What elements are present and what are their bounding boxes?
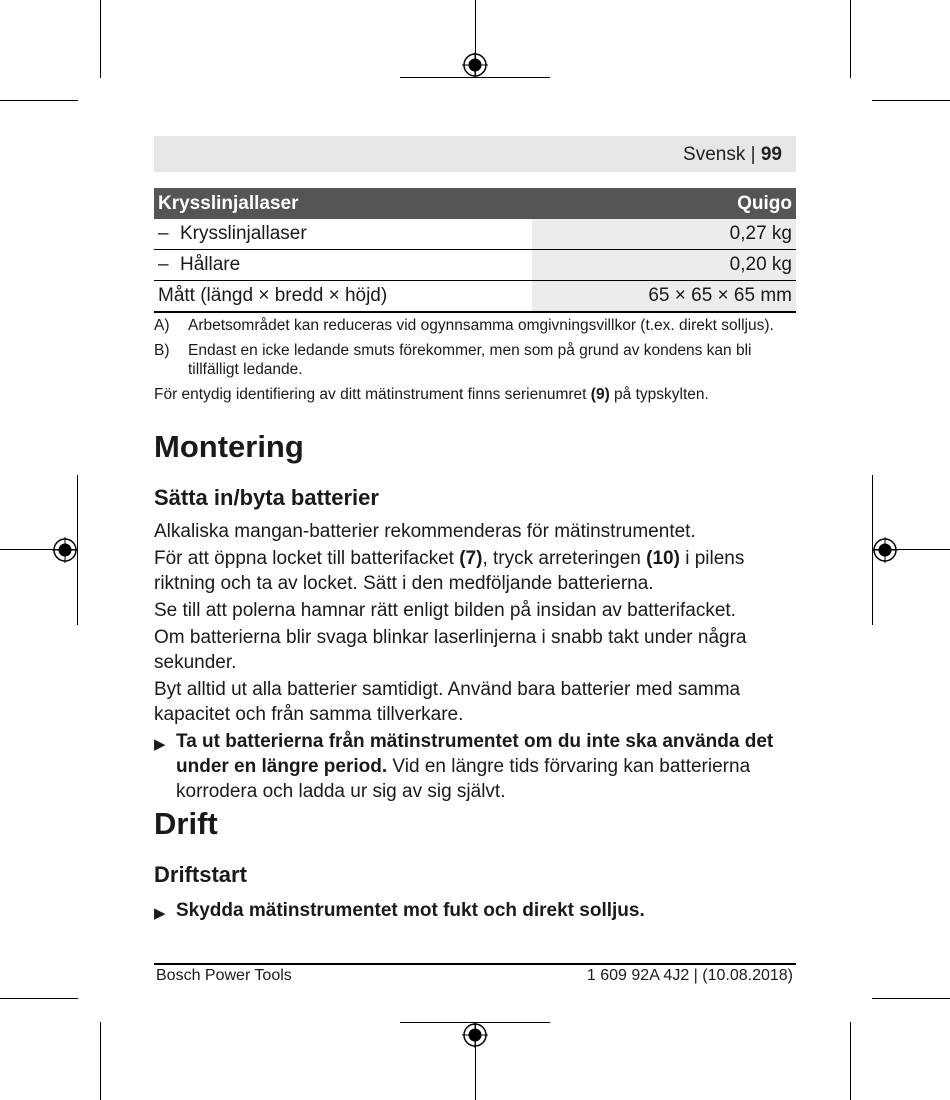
montering-body	[154, 519, 796, 804]
table-row	[154, 250, 796, 281]
page-header	[154, 136, 796, 172]
paragraph: Se till att polerna hamnar rätt enligt bilden på insidan av batterifacket.	[154, 600, 736, 621]
section-title-drift: Drift	[154, 806, 218, 841]
registration-mark-icon	[462, 52, 488, 78]
header-separator: |	[750, 144, 756, 165]
footer-doc-id: 1 609 92A 4J2 | (10.08.2018)	[586, 967, 793, 984]
footnote-text: Endast en icke ledande smuts förekommer, men som på grund av kondens kan bli tillfälligt ledande.	[188, 342, 752, 378]
crop-mark	[100, 0, 101, 78]
spec-row-value: 0,27 kg	[532, 219, 796, 249]
serial-note-after: på typskylten.	[609, 386, 709, 403]
bullet-bold: Ta ut batterierna från mätinstrumentet om du inte ska använda det under en längre period.	[176, 731, 774, 777]
ref-latch: (10)	[646, 548, 680, 569]
table-row	[154, 219, 796, 250]
spec-row-label	[154, 219, 532, 249]
paragraph	[154, 546, 796, 596]
paragraph: Om batterierna blir svaga blinkar laserlinjerna i snabb takt under några sekunder.	[154, 627, 747, 673]
serial-note-before: För entydig identifiering av ditt mätinstrument finns serienumret	[154, 386, 591, 403]
paragraph: Alkaliska mangan-batterier rekommenderas för mätinstrumentet.	[154, 521, 696, 542]
spec-row-value: 65 × 65 × 65 mm	[532, 281, 796, 311]
spec-row-value: 0,20 kg	[532, 250, 796, 280]
crop-mark	[0, 998, 78, 999]
spec-row-label-text: Hållare	[180, 254, 241, 275]
paragraph-text: i pilens riktning och ta av locket. Sätt i den medföljande batterierna.	[154, 548, 745, 594]
footnote	[154, 341, 796, 379]
crop-mark	[872, 100, 950, 101]
crop-mark	[872, 998, 950, 999]
spec-row-dash: –	[158, 254, 169, 275]
footnote-key: A)	[154, 317, 170, 334]
subsection-title-batterier: Sätta in/byta batterier	[154, 485, 379, 510]
registration-mark-icon	[462, 1022, 488, 1048]
serial-note	[154, 385, 796, 404]
page-number: 99	[760, 144, 782, 165]
spec-row-label-text: Krysslinjallaser	[180, 223, 307, 244]
ref-battery-cover: (7)	[459, 548, 483, 569]
header-language: Svensk	[683, 144, 746, 165]
footer-divider	[154, 963, 796, 965]
crop-mark	[100, 1022, 101, 1100]
section-title-montering: Montering	[154, 429, 304, 464]
serial-note-ref: (9)	[590, 386, 610, 403]
crop-mark	[850, 0, 851, 78]
footnotes	[154, 316, 796, 404]
triangle-right-icon: ▶	[154, 905, 166, 922]
drift-body	[154, 896, 796, 926]
spec-row-label	[154, 281, 532, 311]
registration-mark-icon	[52, 537, 78, 563]
table-row	[154, 281, 796, 313]
footer-publisher: Bosch Power Tools	[156, 967, 292, 984]
crop-mark	[850, 1022, 851, 1100]
paragraph-text: För att öppna locket till batterifacket	[154, 548, 460, 569]
footnote	[154, 316, 796, 335]
registration-mark-icon	[872, 537, 898, 563]
bullet-rest: Vid en längre tids förvaring kan batterierna korrodera och ladda ur sig av sig självt.	[176, 756, 751, 802]
spec-header-value: Quigo	[737, 192, 792, 214]
bullet-bold: Skydda mätinstrumentet mot fukt och direkt solljus.	[176, 900, 645, 921]
footnote-text: Arbetsområdet kan reduceras vid ogynnsamma omgivningsvillkor (t.ex. direkt solljus).	[188, 317, 774, 334]
warning-bullet	[154, 898, 796, 926]
crop-mark	[0, 100, 78, 101]
spec-row-label-text: Mått (längd × bredd × höjd)	[158, 285, 388, 306]
spec-row-label	[154, 250, 532, 280]
warning-bullet	[154, 729, 796, 804]
triangle-right-icon: ▶	[154, 736, 166, 753]
spec-table-header	[154, 188, 796, 219]
header-text	[683, 144, 782, 166]
spec-row-dash: –	[158, 223, 169, 244]
spec-table	[154, 188, 796, 313]
spec-header-label: Krysslinjallaser	[158, 192, 299, 214]
subsection-title-driftstart: Driftstart	[154, 862, 247, 887]
bullet-text	[176, 729, 796, 804]
bullet-text	[176, 898, 796, 926]
paragraph: Byt alltid ut alla batterier samtidigt. Använd bara batterier med samma kapacitet och från samma tillverkare.	[154, 679, 741, 725]
footnote-key: B)	[154, 342, 170, 359]
paragraph-text: , tryck arreteringen	[482, 548, 647, 569]
